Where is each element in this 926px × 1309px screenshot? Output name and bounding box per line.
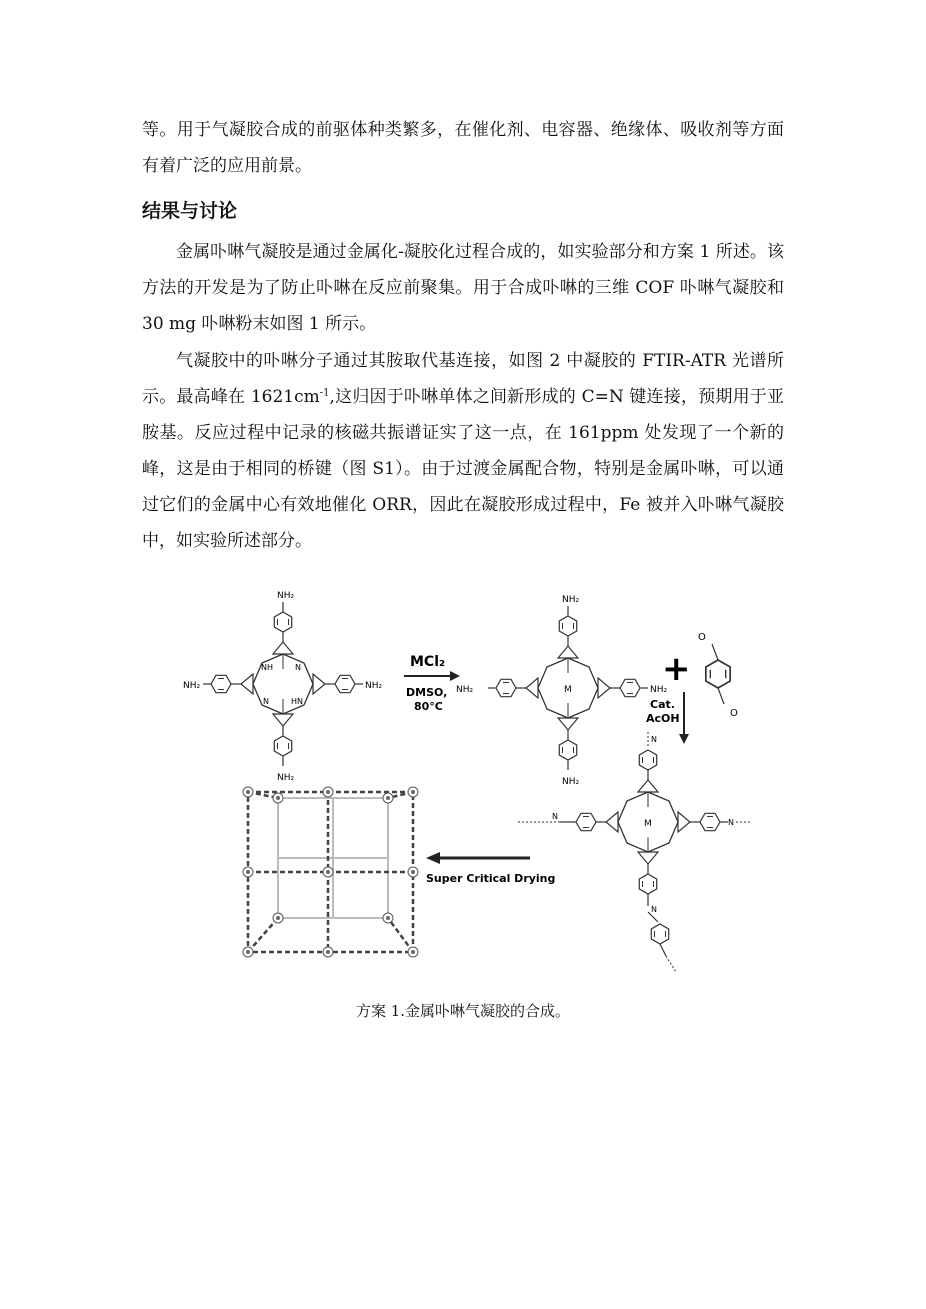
conditions-label-1: DMSO,	[406, 686, 448, 699]
intro-paragraph: 等。用于气凝胶合成的前驱体种类繁多，在催化剂、电容器、绝缘体、吸收剂等方面有着广泛的应用前景。	[142, 120, 784, 176]
metallation-arrow	[404, 654, 460, 713]
cof-aerogel-network	[243, 787, 418, 957]
metal-label-polymer: M	[644, 819, 652, 829]
conditions-label-2: 80°C	[414, 700, 443, 713]
para2-superscript: -1	[319, 387, 330, 399]
nh2-label-left-2: NH₂	[456, 685, 474, 695]
nh2-label-right: NH₂	[365, 681, 383, 691]
imine-linked-unit	[518, 732, 752, 972]
hn-label: HN	[291, 697, 303, 706]
reagent-label: MCl₂	[410, 654, 446, 670]
para2-part-b: ,这归因于卟啉单体之间新形成的 C=N 键连接，预期用于亚胺基。反应过程中记录的核磁共振谱证实了这一点，在 161ppm 处发现了一个新的峰，这是由于相同的桥键（图 S1）。由于过渡金属配合物，特别是金属卟啉，可以通过它们的金属中心有效地催化 ORR，因此在凝胶形成过程中，Fe 被并入卟啉气凝胶中，如实验所述部分。	[142, 387, 785, 551]
n-label-polymer-right: N	[728, 818, 734, 827]
nh2-label-top: NH₂	[277, 591, 295, 601]
metal-label: M	[564, 685, 572, 695]
terephthalaldehyde	[698, 632, 738, 719]
aldehyde-o-top: O	[698, 632, 706, 643]
plus-sign: +	[662, 649, 691, 689]
body-paragraph-2	[142, 343, 784, 559]
drying-label: Super Critical Drying	[426, 872, 556, 885]
metalloporphyrin	[456, 595, 668, 787]
n-label-polymer-top: N	[651, 735, 657, 744]
catalyst-label-2: AcOH	[646, 712, 680, 725]
aldehyde-o-bottom: O	[730, 708, 738, 719]
catalyst-label-1: Cat.	[650, 698, 675, 711]
n-label-polymer-bottom: N	[651, 905, 657, 914]
nh-label: NH	[261, 663, 273, 672]
figure-caption: 方案 1.金属卟啉气凝胶的合成。	[355, 1002, 571, 1020]
n-label-a: N	[295, 663, 301, 672]
body-paragraph-1: 金属卟啉气凝胶是通过金属化-凝胶化过程合成的，如实验部分和方案 1 所述。该方法的开发是为了防止卟啉在反应前聚集。用于合成卟啉的三维 COF 卟啉气凝胶和 30 mg 卟啉粉末如图 1 所示。	[142, 242, 784, 334]
n-label-b: N	[263, 697, 269, 706]
nh2-label-bottom: NH₂	[277, 773, 295, 783]
nh2-label-top-2: NH₂	[562, 595, 580, 605]
synthesis-scheme-figure	[178, 582, 758, 982]
drying-arrow	[426, 852, 555, 885]
nh2-label-right-2: NH₂	[650, 685, 668, 695]
porphyrin-monomer	[183, 591, 383, 783]
nh2-label-left: NH₂	[183, 681, 201, 691]
nh2-label-bottom-2: NH₂	[562, 777, 580, 787]
para2-part-a: 气凝胶中的卟啉分子通过其胺取代基连接，如图 2 中凝胶的 FTIR-ATR 光谱所示。最高峰在 1621cm	[142, 351, 784, 407]
section-heading: 结果与讨论	[142, 200, 238, 222]
n-label-polymer-left: N	[552, 812, 558, 821]
